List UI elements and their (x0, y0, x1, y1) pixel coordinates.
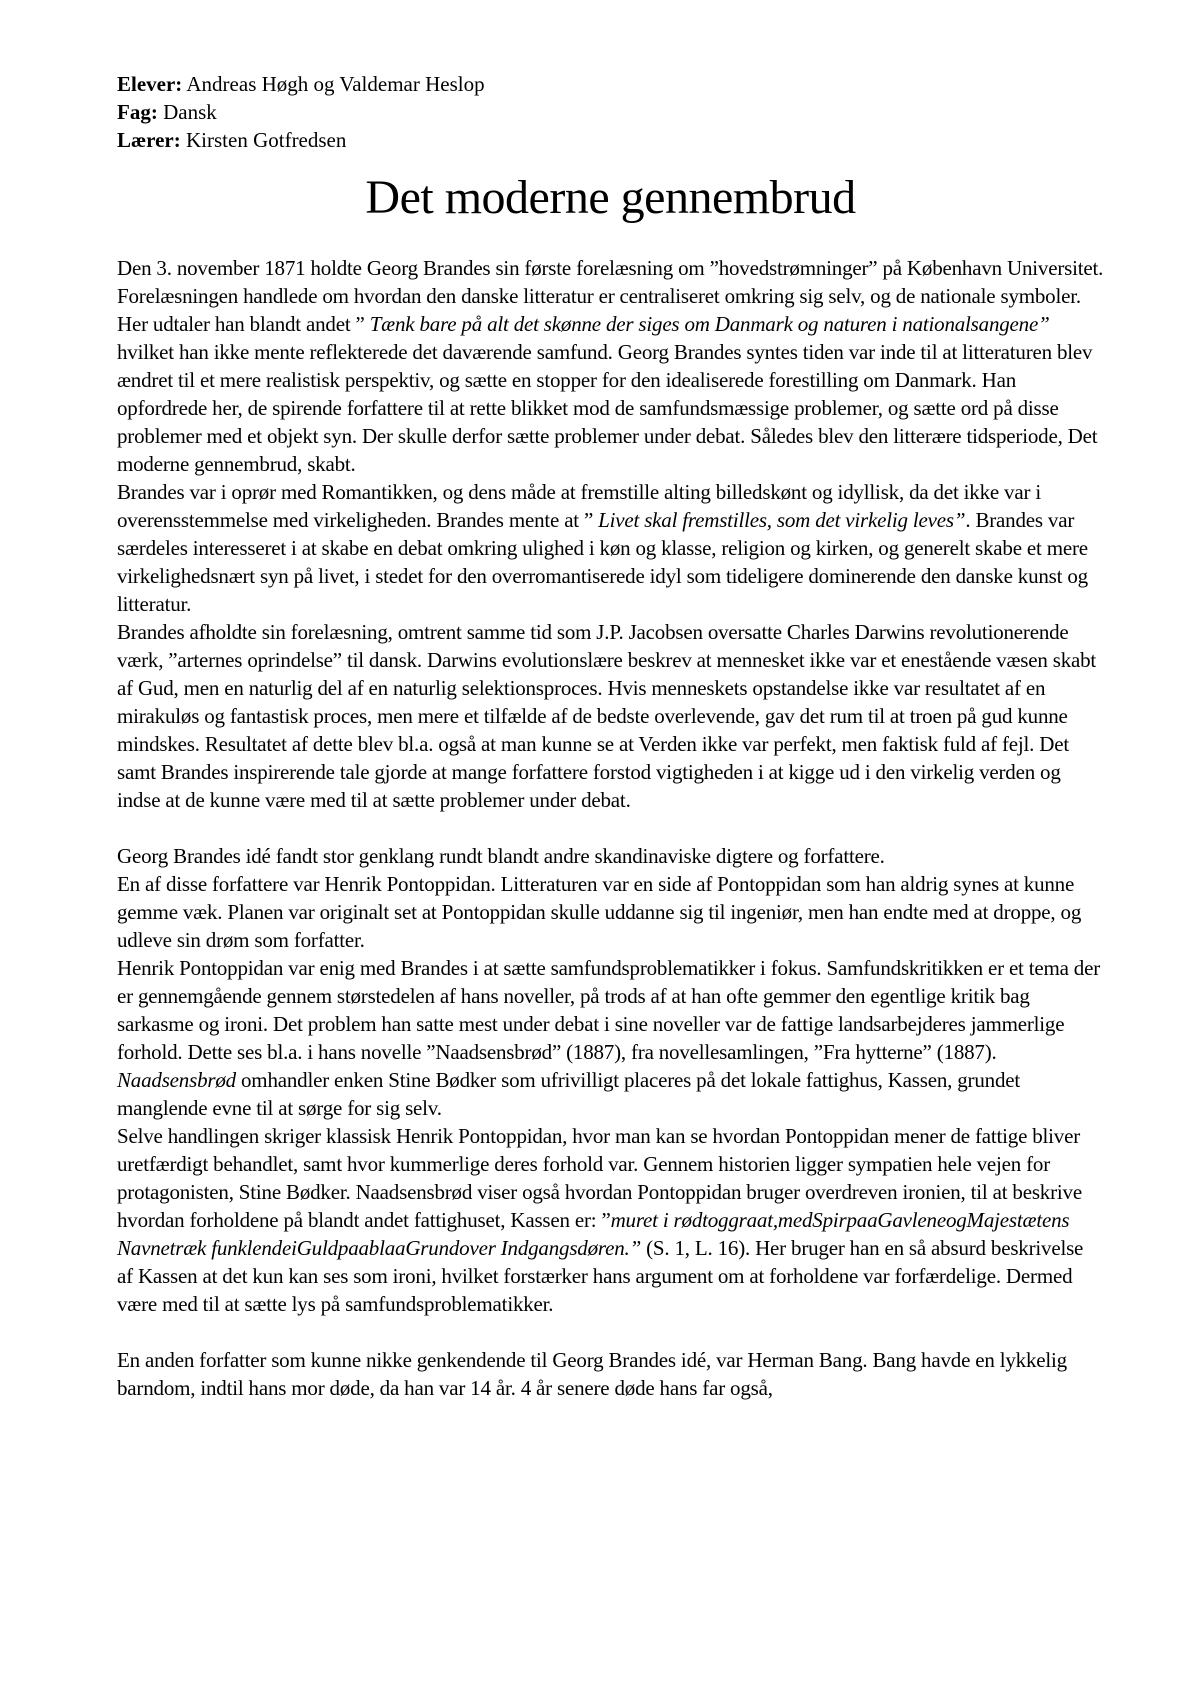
paragraph-8-quote: muret i rødtoggraat,medSpirpaaGavleneogMajestætens Navnetræk funklendeiGuldpaablaaGrundover Indgangsdøren.” (117, 1208, 1070, 1260)
document-title: Det moderne gennembrud (365, 171, 856, 224)
paragraph-1-text-a: Den 3. november 1871 holdte Georg Brandes sin første forelæsning om ”hovedstrømninger” på København Universitet. Forelæsningen handlede om hvordan den danske litteratur er centraliseret omkring sig selv, og de nationale symboler. Her udtaler han blandt andet ” (117, 256, 1104, 336)
paragraph-2-quote: Livet skal fremstilles, som det virkelig leves” (593, 508, 966, 532)
paragraph-7-text: omhandler enken Stine Bødker som ufrivilligt placeres på det lokale fattighus, Kassen, grundet manglende evne til at sørge for sig selv. (117, 1068, 1020, 1120)
paragraph-1 (117, 254, 1104, 478)
paragraph-6: Henrik Pontoppidan var enig med Brandes i at sætte samfundsproblematikker i fokus. Samfundskritikken er et tema der er gennemgående gennem størstedelen af hans noveller, på trods af at han ofte gemmer den egentlige kritik bag sarkasme og ironi. Det problem han satte mest under debat i sine noveller var de fattige landsarbejderes jammerlige forhold. Dette ses bl.a. i hans novelle ”Naadsensbrød” (1887), fra novellesamlingen, ”Fra hytterne” (1887). (117, 956, 1101, 1064)
paragraph-1-quote: Tænk bare på alt det skønne der siges om Danmark og naturen i nationalsangene” (364, 312, 1050, 336)
paragraph-8-text-b: (S. 1, L. 16). Her bruger han en så absurd beskrivelse af Kassen at det kun kan ses som ironi, hvilket forstærker hans argument om at forholdene var forfærdelige. Dermed være med til at sætte lys på samfundsproblematikker. (117, 1236, 1084, 1316)
paragraph-1-text-b: hvilket han ikke mente reflekterede det daværende samfund. Georg Brandes syntes tiden var inde til at litteraturen blev ændret til et mere realistisk perspektiv, og sætte en stopper for den idealiserede forestilling om Danmark. Han opfordrede her, de spirende forfattere til at rette blikket mod de samfundsmæssige problemer, og sætte ord på disse problemer med et objekt syn. Der skulle derfor sætte problemer under debat. Således blev den litterære tidsperiode, Det moderne gennembrud, skabt. (117, 340, 1098, 476)
paragraph-7-title: Naadsensbrød (117, 1068, 236, 1092)
students-label: Elever: (117, 72, 183, 96)
paragraph-8 (117, 1122, 1104, 1318)
teacher-value: Kirsten Gotfredsen (180, 128, 347, 152)
subject-value: Dansk (157, 100, 217, 124)
students-line (117, 70, 1104, 98)
teacher-label: Lærer: (117, 128, 181, 152)
paragraph-2 (117, 478, 1104, 618)
paragraph-3: Brandes afholdte sin forelæsning, omtrent samme tid som J.P. Jacobsen oversatte Charles Darwins revolutionerende værk, ”arternes oprindelse” til dansk. Darwins evolutionslære beskrev at mennesket ikke var et enestående væsen skabt af Gud, men en naturlig del af en naturlig selektionsproces. Hvis menneskets opstandelse ikke var resultatet af en mirakuløs og fantastisk proces, men mere et tilfælde af de bedste overlevende, gav det rum til at troen på gud kunne mindskes. Resultatet af dette blev bl.a. også at man kunne se at Verden ikke var perfekt, men faktisk fuld af fejl. Det samt Brandes inspirerende tale gjorde at mange forfattere forstod vigtigheden i at kigge ud i den virkelig verden og indse at de kunne være med til at sætte problemer under debat. (117, 620, 1097, 812)
document-body (117, 254, 1104, 1402)
subject-line (117, 98, 1104, 126)
teacher-line (117, 126, 1104, 154)
paragraph-2-text-b: . Brandes var særdeles interesseret i at skabe en debat omkring ulighed i køn og klasse, religion og kirken, og generelt skabe et mere virkelighedsnært syn på livet, i stedet for den overromantiserede idyl som tideligere dominerende den danske kunst og litteratur. (117, 508, 1088, 616)
students-value: Andreas Høgh og Valdemar Heslop (182, 72, 485, 96)
paragraph-2-text-a: Brandes var i oprør med Romantikken, og dens måde at fremstille alting billedskønt og idyllisk, da det ikke var i overensstemmelse med virkeligheden. Brandes mente at ” (117, 480, 1041, 532)
paragraph-8-text-a: Selve handlingen skriger klassisk Henrik Pontoppidan, hvor man kan se hvordan Pontoppidan mener de fattige bliver uretfærdigt behandlet, samt hvor kummerlige deres forhold var. Gennem historien ligger sympatien hele vejen for protagonisten, Stine Bødker. Naadsensbrød viser også hvordan Pontoppidan bruger overdreven ironien, til at beskrive hvordan forholdene på blandt andet fattighuset, Kassen er: ” (117, 1124, 1082, 1232)
paragraph-4: Georg Brandes idé fandt stor genklang rundt blandt andre skandinaviske digtere og forfattere. (117, 844, 885, 868)
subject-label: Fag: (117, 100, 158, 124)
paragraph-5: En af disse forfattere var Henrik Pontoppidan. Litteraturen var en side af Pontoppidan som han aldrig synes at kunne gemme væk. Planen var originalt set at Pontoppidan skulle uddanne sig til ingeniør, men han endte med at droppe, og udleve sin drøm som forfatter. (117, 872, 1082, 952)
paragraph-9: En anden forfatter som kunne nikke genkendende til Georg Brandes idé, var Herman Bang. Bang havde en lykkelig barndom, indtil hans mor døde, da han var 14 år. 4 år senere døde hans far også, (117, 1348, 1067, 1400)
paragraph-7 (117, 1066, 1104, 1122)
